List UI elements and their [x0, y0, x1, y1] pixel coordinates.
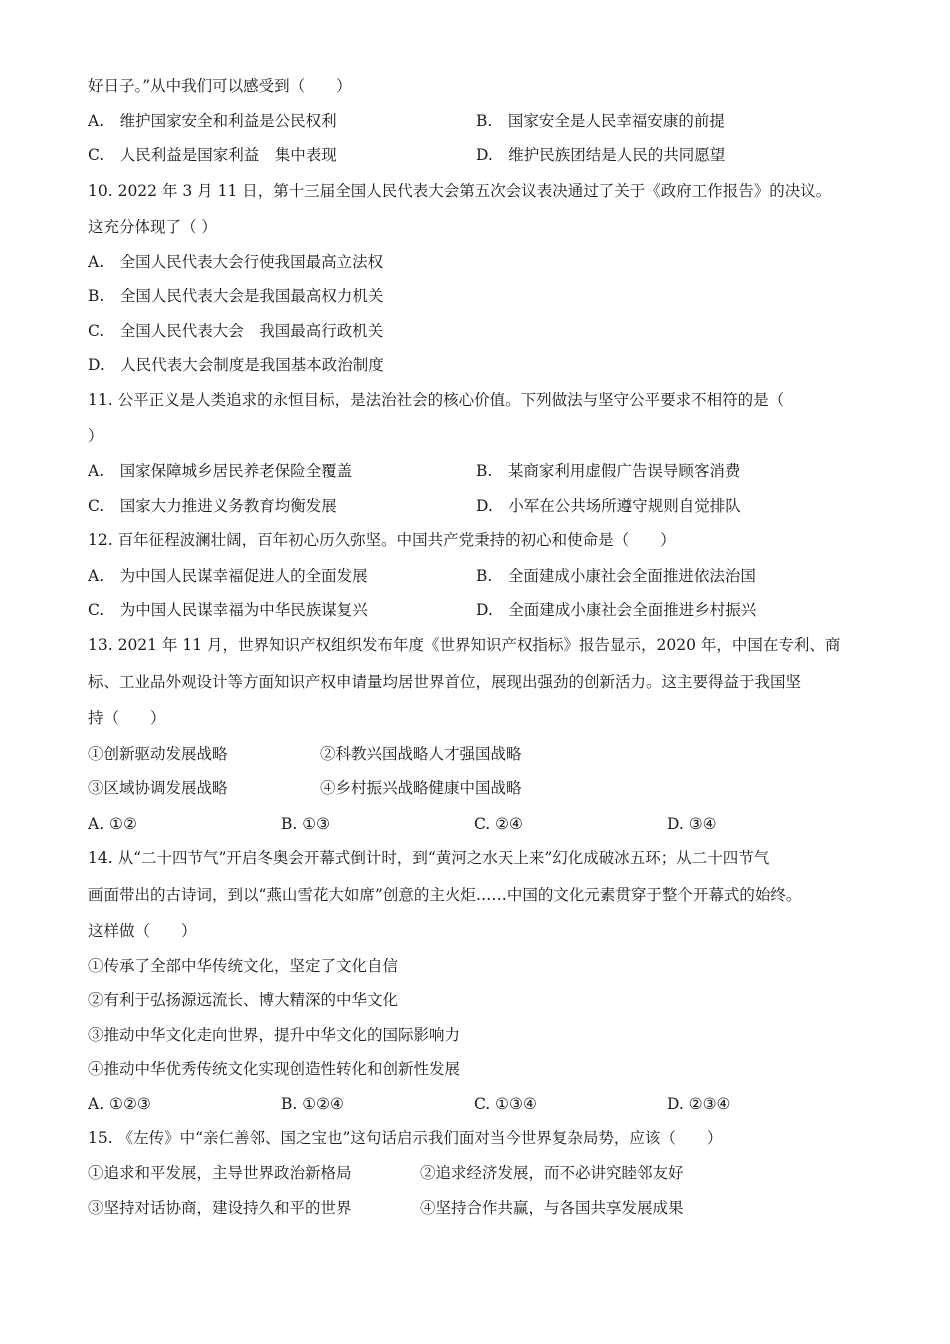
q14-item-1: ①传承了全部中华传统文化，坚定了文化自信 — [88, 957, 399, 975]
q9-option-d: D. 维护民族团结是人民的共同愿望 — [476, 146, 726, 164]
q14-stem-line1: 14. 从“二十四节气”开启冬奥会开幕式倒计时，到“黄河之水天上来”幻化成破冰五环；从二十四节气 — [88, 849, 770, 867]
q14-item-2: ②有利于弘扬源远流长、博大精深的中华文化 — [88, 991, 399, 1009]
q14-stem-line3: 这样做（ ） — [88, 922, 197, 940]
q10-option-d: D. 人民代表大会制度是我国基本政治制度 — [88, 356, 384, 374]
q13-items-row2 — [88, 778, 522, 798]
q13-option-c: C. ②④ — [474, 815, 523, 833]
q12-options-row1 — [88, 566, 756, 586]
q11-stem-line2: ） — [88, 427, 104, 445]
q13-items-row1 — [88, 744, 522, 764]
q14-item-3: ③推动中华文化走向世界，提升中华文化的国际影响力 — [88, 1026, 461, 1044]
q12-option-a: A. 为中国人民谋幸福促进人的全面发展 — [88, 567, 368, 585]
q13-item-1: ①创新驱动发展战略 — [88, 745, 228, 763]
q15-item-4: ④坚持合作共赢，与各国共享发展成果 — [420, 1199, 684, 1217]
q13-option-b: B. ①③ — [281, 815, 331, 833]
q11-option-b: B. 某商家利用虚假广告误导顾客消费 — [476, 462, 741, 480]
q15-item-2: ②追求经济发展，而不必讲究睦邻友好 — [420, 1164, 684, 1182]
q10-stem-line1: 10. 2022 年 3 月 11 日，第十三届全国人民代表大会第五次会议表决通过了关于《政府工作报告》的决议。 — [88, 182, 832, 200]
q12-option-b: B. 全面建成小康社会全面推进依法治国 — [476, 567, 756, 585]
q13-stem-line1: 13. 2021 年 11 月，世界知识产权组织发布年度《世界知识产权指标》报告显示，2020 年，中国在专利、商 — [88, 636, 841, 654]
q15-item-1: ①追求和平发展，主导世界政治新格局 — [88, 1164, 352, 1182]
q14-stem-line2: 画面带出的古诗词，到以“燕山雪花大如席”创意的主火炬……中国的文化元素贯穿于整个开幕式的始终。 — [88, 886, 802, 904]
q11-stem-line1: 11. 公平正义是人类追求的永恒目标，是法治社会的核心价值。下列做法与坚守公平要求不相符的是（ — [88, 391, 785, 409]
q12-option-d: D. 全面建成小康社会全面推进乡村振兴 — [476, 601, 757, 619]
q15-items-row1 — [88, 1163, 684, 1183]
q13-item-4: ④乡村振兴战略健康中国战略 — [320, 779, 522, 797]
q9-stem-tail: 好日子。”从中我们可以感受到（ ） — [88, 77, 352, 95]
q10-option-a: A. 全国人民代表大会行使我国最高立法权 — [88, 253, 384, 271]
q10-stem-line2: 这充分体现了（ ） — [88, 218, 217, 236]
q12-stem: 12. 百年征程波澜壮阔，百年初心历久弥坚。中国共产党秉持的初心和使命是（ ） — [88, 531, 676, 549]
q9-option-b: B. 国家安全是人民幸福安康的前提 — [476, 112, 725, 130]
q13-option-d: D. ③④ — [667, 815, 717, 833]
q15-item-3: ③坚持对话协商，建设持久和平的世界 — [88, 1199, 352, 1217]
q11-option-d: D. 小军在公共场所遵守规则自觉排队 — [476, 497, 741, 515]
q11-options-row2 — [88, 496, 741, 516]
q15-items-row2 — [88, 1198, 684, 1218]
q14-option-a: A. ①②③ — [88, 1095, 151, 1113]
q11-option-a: A. 国家保障城乡居民养老保险全覆盖 — [88, 462, 353, 480]
q13-stem-line3: 持（ ） — [88, 709, 166, 727]
q13-option-a: A. ①② — [88, 815, 137, 833]
q9-options-row1 — [88, 111, 725, 131]
q13-item-2: ②科教兴国战略人才强国战略 — [320, 745, 522, 763]
q9-option-a: A. 维护国家安全和利益是公民权利 — [88, 112, 337, 130]
q14-option-b: B. ①②④ — [281, 1095, 344, 1113]
q12-option-c: C. 为中国人民谋幸福为中华民族谋复兴 — [88, 601, 368, 619]
q10-option-b: B. 全国人民代表大会是我国最高权力机关 — [88, 287, 384, 305]
q11-option-c: C. 国家大力推进义务教育均衡发展 — [88, 497, 337, 515]
q12-options-row2 — [88, 600, 757, 620]
q13-stem-line2: 标、工业品外观设计等方面知识产权申请量均居世界首位，展现出强劲的创新活力。这主要得益于我国坚 — [88, 673, 802, 691]
q13-item-3: ③区域协调发展战略 — [88, 779, 228, 797]
q15-stem: 15. 《左传》中“亲仁善邻、国之宝也”这句话启示我们面对当今世界复杂局势，应该（ ） — [88, 1129, 723, 1147]
q14-option-d: D. ②③④ — [667, 1095, 731, 1113]
q14-option-c: C. ①③④ — [474, 1095, 537, 1113]
q14-item-4: ④推动中华优秀传统文化实现创造性转化和创新性发展 — [88, 1060, 461, 1078]
q11-options-row1 — [88, 461, 741, 481]
q9-options-row2 — [88, 145, 726, 165]
q9-option-c: C. 人民利益是国家利益 集中表现 — [88, 146, 337, 164]
q10-option-c: C. 全国人民代表大会 我国最高行政机关 — [88, 322, 384, 340]
